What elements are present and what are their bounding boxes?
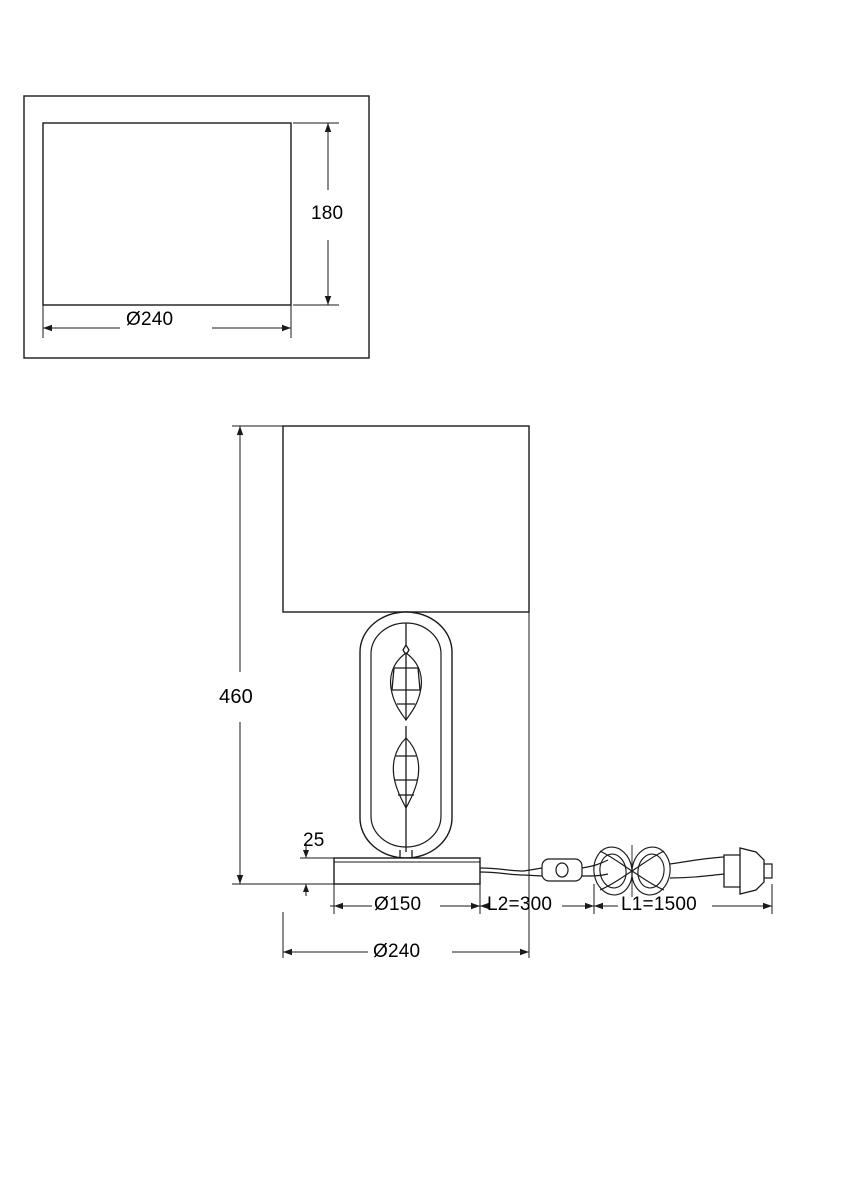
power-plug-shape (724, 848, 772, 894)
shade-top-view-group (24, 96, 369, 358)
dim-label-shade-diameter-bottom: Ø240 (373, 941, 421, 962)
inline-switch-shape (542, 859, 582, 881)
dim-label-base-height: 25 (303, 830, 325, 851)
dim-label-shade-diameter-top: Ø240 (126, 309, 174, 330)
dim-label-cord-to-switch: L2=300 (487, 894, 553, 915)
dim-label-total-height: 460 (219, 686, 253, 708)
lamp-shade-shape (283, 426, 529, 612)
dim-label-cord-total: L1=1500 (621, 894, 697, 915)
dim-label-base-diameter: Ø150 (374, 894, 422, 915)
power-cord-group (480, 845, 772, 898)
lamp-front-view-group (283, 426, 772, 897)
coiled-cord-bundle-shape (591, 845, 673, 898)
dim-label-shade-height: 180 (311, 203, 344, 224)
